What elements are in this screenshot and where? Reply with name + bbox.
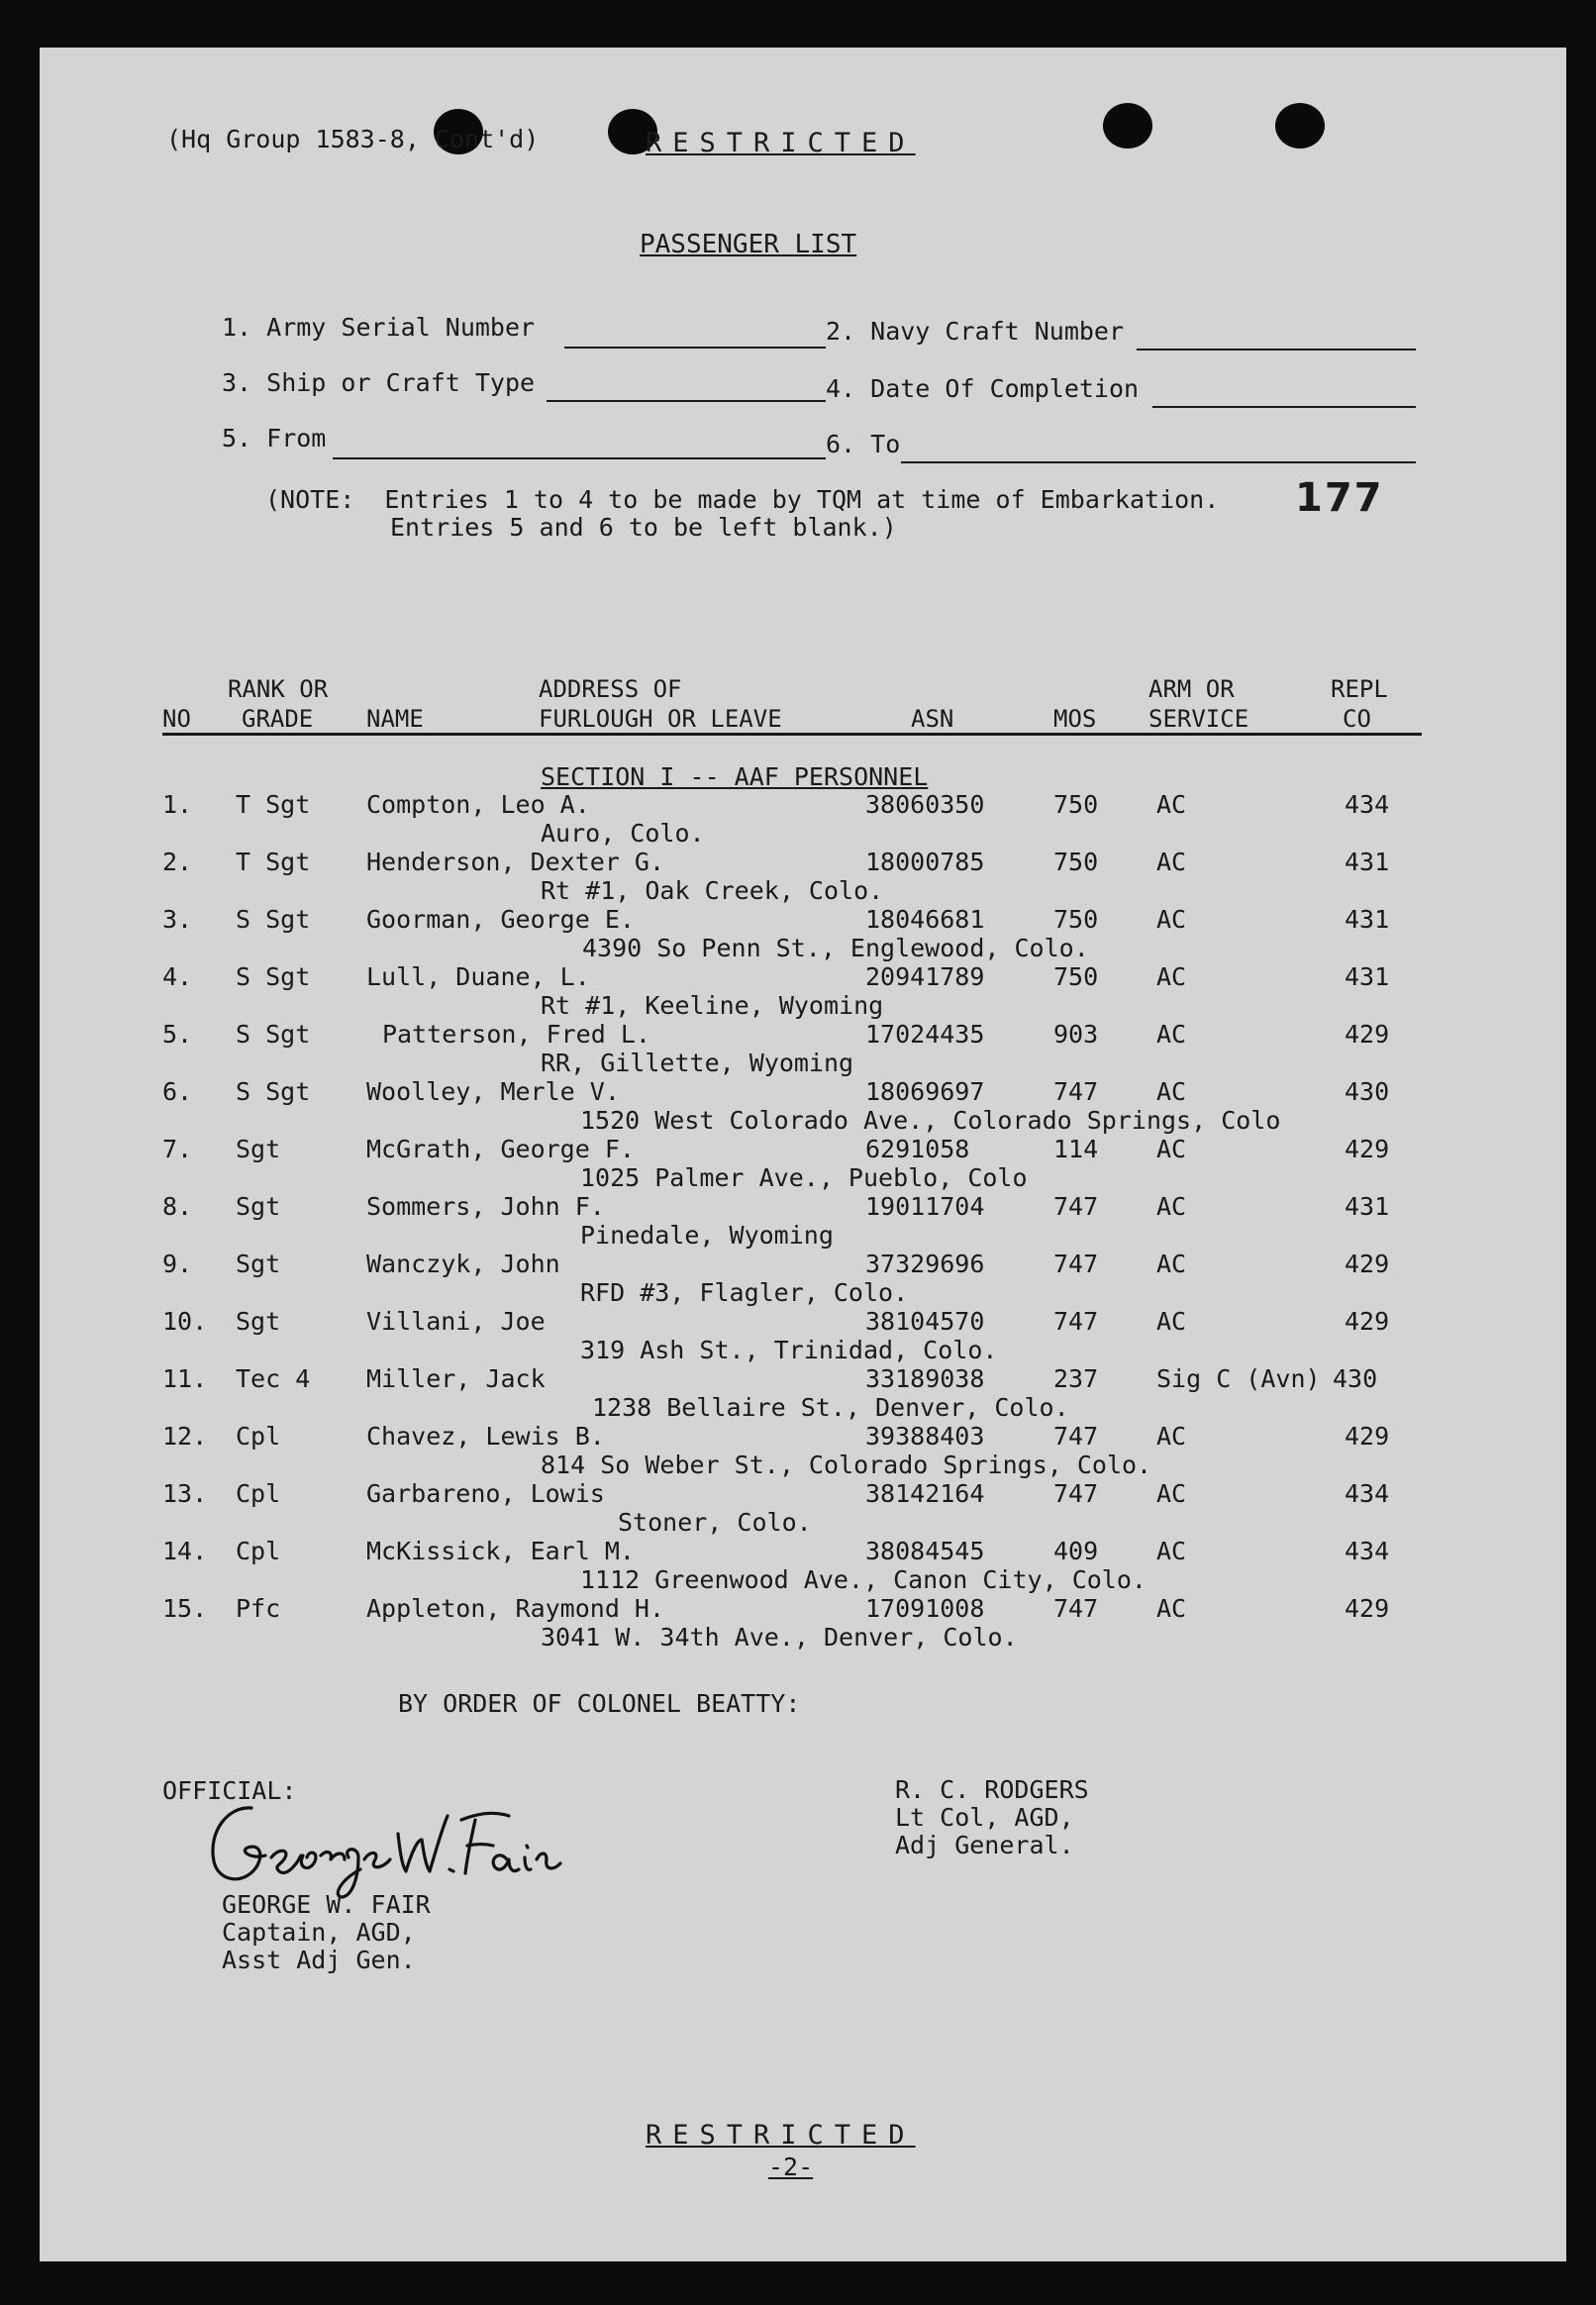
row-rank: S Sgt: [236, 962, 311, 991]
row-mos: 409: [1053, 1537, 1099, 1565]
row-repl: 430: [1345, 1077, 1390, 1106]
row-rank: T Sgt: [236, 848, 311, 876]
row-rank: Sgt: [236, 1192, 281, 1221]
row-name: McKissick, Earl M.: [366, 1537, 635, 1565]
row-repl: 429: [1345, 1594, 1390, 1623]
row-arm: AC: [1156, 905, 1187, 934]
row-address: Stoner, Colo.: [618, 1508, 812, 1537]
page-title: PASSENGER LIST: [640, 230, 857, 259]
row-mos: 747: [1053, 1479, 1099, 1508]
row-number: 7.: [162, 1135, 193, 1163]
to-blank: [901, 461, 1416, 463]
row-name: Villani, Joe: [366, 1307, 546, 1336]
row-arm: AC: [1156, 1479, 1187, 1508]
row-rank: Tec 4: [236, 1364, 311, 1393]
row-name: Henderson, Dexter G.: [366, 848, 665, 876]
classification-header: RESTRICTED: [646, 128, 916, 158]
page-number: -2-: [768, 2153, 814, 2181]
row-repl: 429: [1345, 1020, 1390, 1049]
row-number: 15.: [162, 1594, 208, 1623]
row-asn: 6291058: [865, 1135, 970, 1163]
row-mos: 237: [1053, 1364, 1099, 1393]
stamp-number: 177: [1295, 475, 1384, 521]
table-row: [40, 848, 1566, 907]
row-mos: 750: [1053, 962, 1099, 991]
from-blank: [333, 457, 826, 459]
table-row: [40, 1192, 1566, 1252]
row-arm: Sig C (Avn): [1156, 1364, 1321, 1393]
table-row: [40, 1020, 1566, 1079]
row-arm: AC: [1156, 1135, 1187, 1163]
row-number: 11.: [162, 1364, 208, 1393]
row-name: Lull, Duane, L.: [366, 962, 590, 991]
col-header-asn: ASN: [911, 705, 954, 733]
row-arm: AC: [1156, 848, 1187, 876]
punch-hole: [1275, 103, 1325, 149]
row-asn: 33189038: [865, 1364, 985, 1393]
row-number: 8.: [162, 1192, 193, 1221]
row-arm: AC: [1156, 1594, 1187, 1623]
col-header-rank-bottom: GRADE: [242, 705, 314, 733]
row-number: 14.: [162, 1537, 208, 1565]
row-arm: AC: [1156, 1307, 1187, 1336]
signature-image: [194, 1794, 590, 1903]
document-page: [40, 48, 1566, 2261]
row-arm: AC: [1156, 790, 1187, 819]
row-name: Goorman, George E.: [366, 905, 635, 934]
table-row: [40, 905, 1566, 964]
row-repl: 434: [1345, 790, 1390, 819]
row-number: 1.: [162, 790, 193, 819]
signer-rank: Captain, AGD,: [222, 1918, 416, 1947]
row-repl: 429: [1345, 1422, 1390, 1451]
navy-craft-label: 2. Navy Craft Number: [826, 317, 1125, 346]
row-name: Patterson, Fred L.: [382, 1020, 650, 1049]
row-rank: S Sgt: [236, 905, 311, 934]
col-header-rank-top: RANK OR: [228, 675, 329, 703]
row-mos: 750: [1053, 790, 1099, 819]
row-mos: 747: [1053, 1594, 1099, 1623]
row-asn: 38142164: [865, 1479, 985, 1508]
row-number: 10.: [162, 1307, 208, 1336]
row-arm: AC: [1156, 1020, 1187, 1049]
row-rank: Cpl: [236, 1479, 281, 1508]
row-number: 2.: [162, 848, 193, 876]
row-name: Woolley, Merle V.: [366, 1077, 620, 1106]
table-row: [40, 1364, 1566, 1424]
row-arm: AC: [1156, 1250, 1187, 1278]
to-label: 6. To: [826, 430, 901, 458]
row-asn: 38104570: [865, 1307, 985, 1336]
row-repl: 431: [1345, 962, 1390, 991]
row-mos: 747: [1053, 1422, 1099, 1451]
row-asn: 18000785: [865, 848, 985, 876]
row-asn: 19011704: [865, 1192, 985, 1221]
col-header-repl-bottom: CO: [1343, 705, 1371, 733]
row-repl: 431: [1345, 848, 1390, 876]
row-number: 13.: [162, 1479, 208, 1508]
row-mos: 747: [1053, 1250, 1099, 1278]
signer-name: GEORGE W. FAIR: [222, 1890, 431, 1919]
row-address: 814 So Weber St., Colorado Springs, Colo.: [541, 1451, 1152, 1479]
table-row: [40, 1537, 1566, 1596]
col-header-no: NO: [162, 705, 191, 733]
row-address: 3041 W. 34th Ave., Denver, Colo.: [541, 1623, 1018, 1652]
note-line-2: Entries 5 and 6 to be left blank.): [390, 513, 897, 542]
row-asn: 37329696: [865, 1250, 985, 1278]
row-rank: Sgt: [236, 1307, 281, 1336]
row-repl: 434: [1345, 1479, 1390, 1508]
row-arm: AC: [1156, 962, 1187, 991]
header-rule: [162, 733, 1422, 736]
row-rank: S Sgt: [236, 1077, 311, 1106]
section-title: SECTION I -- AAF PERSONNEL: [541, 762, 929, 791]
col-header-mos: MOS: [1053, 705, 1097, 733]
row-repl: 430: [1333, 1364, 1378, 1393]
row-rank: Pfc: [236, 1594, 281, 1623]
row-asn: 17024435: [865, 1020, 985, 1049]
completion-date-blank: [1152, 406, 1416, 408]
row-name: Appleton, Raymond H.: [366, 1594, 665, 1623]
row-mos: 750: [1053, 848, 1099, 876]
row-name: Chavez, Lewis B.: [366, 1422, 605, 1451]
table-row: [40, 1307, 1566, 1366]
table-row: [40, 1250, 1566, 1309]
army-serial-blank: [564, 347, 826, 349]
army-serial-label: 1. Army Serial Number: [222, 313, 536, 342]
row-rank: Sgt: [236, 1250, 281, 1278]
table-row: [40, 1135, 1566, 1194]
row-address: Pinedale, Wyoming: [580, 1221, 834, 1250]
row-number: 3.: [162, 905, 193, 934]
row-address: 1238 Bellaire St., Denver, Colo.: [592, 1393, 1069, 1422]
row-asn: 39388403: [865, 1422, 985, 1451]
row-name: Miller, Jack: [366, 1364, 546, 1393]
row-address: RFD #3, Flagler, Colo.: [580, 1278, 909, 1307]
row-repl: 431: [1345, 1192, 1390, 1221]
row-repl: 434: [1345, 1537, 1390, 1565]
table-row: [40, 790, 1566, 850]
group-reference: (Hq Group 1583-8, Cont'd): [166, 125, 540, 153]
row-arm: AC: [1156, 1422, 1187, 1451]
row-asn: 38084545: [865, 1537, 985, 1565]
row-name: Wanczyk, John: [366, 1250, 560, 1278]
row-number: 5.: [162, 1020, 193, 1049]
table-row: [40, 1479, 1566, 1539]
row-repl: 429: [1345, 1135, 1390, 1163]
row-number: 12.: [162, 1422, 208, 1451]
row-number: 6.: [162, 1077, 193, 1106]
row-number: 9.: [162, 1250, 193, 1278]
row-asn: 17091008: [865, 1594, 985, 1623]
ship-type-blank: [547, 400, 826, 402]
commander-name: R. C. RODGERS: [895, 1775, 1089, 1804]
row-asn: 20941789: [865, 962, 985, 991]
commander-title: Adj General.: [895, 1831, 1074, 1859]
row-mos: 750: [1053, 905, 1099, 934]
row-name: Garbareno, Lowis: [366, 1479, 605, 1508]
row-name: McGrath, George F.: [366, 1135, 635, 1163]
row-repl: 429: [1345, 1307, 1390, 1336]
signer-title: Asst Adj Gen.: [222, 1946, 416, 1974]
table-row: [40, 1422, 1566, 1481]
note-line-1: (NOTE: Entries 1 to 4 to be made by TQM at time of Embarkation.: [265, 485, 1220, 514]
row-mos: 747: [1053, 1307, 1099, 1336]
row-mos: 114: [1053, 1135, 1099, 1163]
row-address: 1112 Greenwood Ave., Canon City, Colo.: [580, 1565, 1147, 1594]
by-order-line: BY ORDER OF COLONEL BEATTY:: [398, 1689, 801, 1718]
row-rank: Sgt: [236, 1135, 281, 1163]
row-rank: T Sgt: [236, 790, 311, 819]
row-asn: 18069697: [865, 1077, 985, 1106]
row-rank: Cpl: [236, 1422, 281, 1451]
row-repl: 429: [1345, 1250, 1390, 1278]
classification-footer: RESTRICTED: [646, 2120, 916, 2151]
row-repl: 431: [1345, 905, 1390, 934]
col-header-address-bottom: FURLOUGH OR LEAVE: [539, 705, 782, 733]
col-header-address-top: ADDRESS OF: [539, 675, 682, 703]
completion-date-label: 4. Date Of Completion: [826, 374, 1140, 403]
col-header-arm-top: ARM OR: [1148, 675, 1235, 703]
row-arm: AC: [1156, 1537, 1187, 1565]
navy-craft-blank: [1137, 349, 1416, 351]
row-arm: AC: [1156, 1192, 1187, 1221]
row-asn: 18046681: [865, 905, 985, 934]
col-header-repl-top: REPL: [1331, 675, 1388, 703]
row-asn: 38060350: [865, 790, 985, 819]
row-address: 4390 So Penn St., Englewood, Colo.: [582, 934, 1089, 962]
row-rank: S Sgt: [236, 1020, 311, 1049]
row-mos: 903: [1053, 1020, 1099, 1049]
row-address: Rt #1, Oak Creek, Colo.: [541, 876, 884, 905]
row-mos: 747: [1053, 1077, 1099, 1106]
row-address: Auro, Colo.: [541, 819, 705, 848]
from-label: 5. From: [222, 424, 327, 452]
row-arm: AC: [1156, 1077, 1187, 1106]
official-label: OFFICIAL:: [162, 1776, 297, 1805]
row-address: 1025 Palmer Ave., Pueblo, Colo: [580, 1163, 1028, 1192]
row-rank: Cpl: [236, 1537, 281, 1565]
row-address: 319 Ash St., Trinidad, Colo.: [580, 1336, 998, 1364]
row-address: 1520 West Colorado Ave., Colorado Springs, Colo: [580, 1106, 1281, 1135]
row-address: Rt #1, Keeline, Wyoming: [541, 991, 884, 1020]
col-header-name: NAME: [366, 705, 424, 733]
ship-type-label: 3. Ship or Craft Type: [222, 368, 536, 397]
table-row: [40, 962, 1566, 1022]
col-header-arm-bottom: SERVICE: [1148, 705, 1249, 733]
row-name: Compton, Leo A.: [366, 790, 590, 819]
row-address: RR, Gillette, Wyoming: [541, 1049, 854, 1077]
row-number: 4.: [162, 962, 193, 991]
table-row: [40, 1077, 1566, 1137]
row-mos: 747: [1053, 1192, 1099, 1221]
row-name: Sommers, John F.: [366, 1192, 605, 1221]
punch-hole: [1103, 103, 1152, 149]
table-row: [40, 1594, 1566, 1654]
commander-rank: Lt Col, AGD,: [895, 1803, 1074, 1832]
